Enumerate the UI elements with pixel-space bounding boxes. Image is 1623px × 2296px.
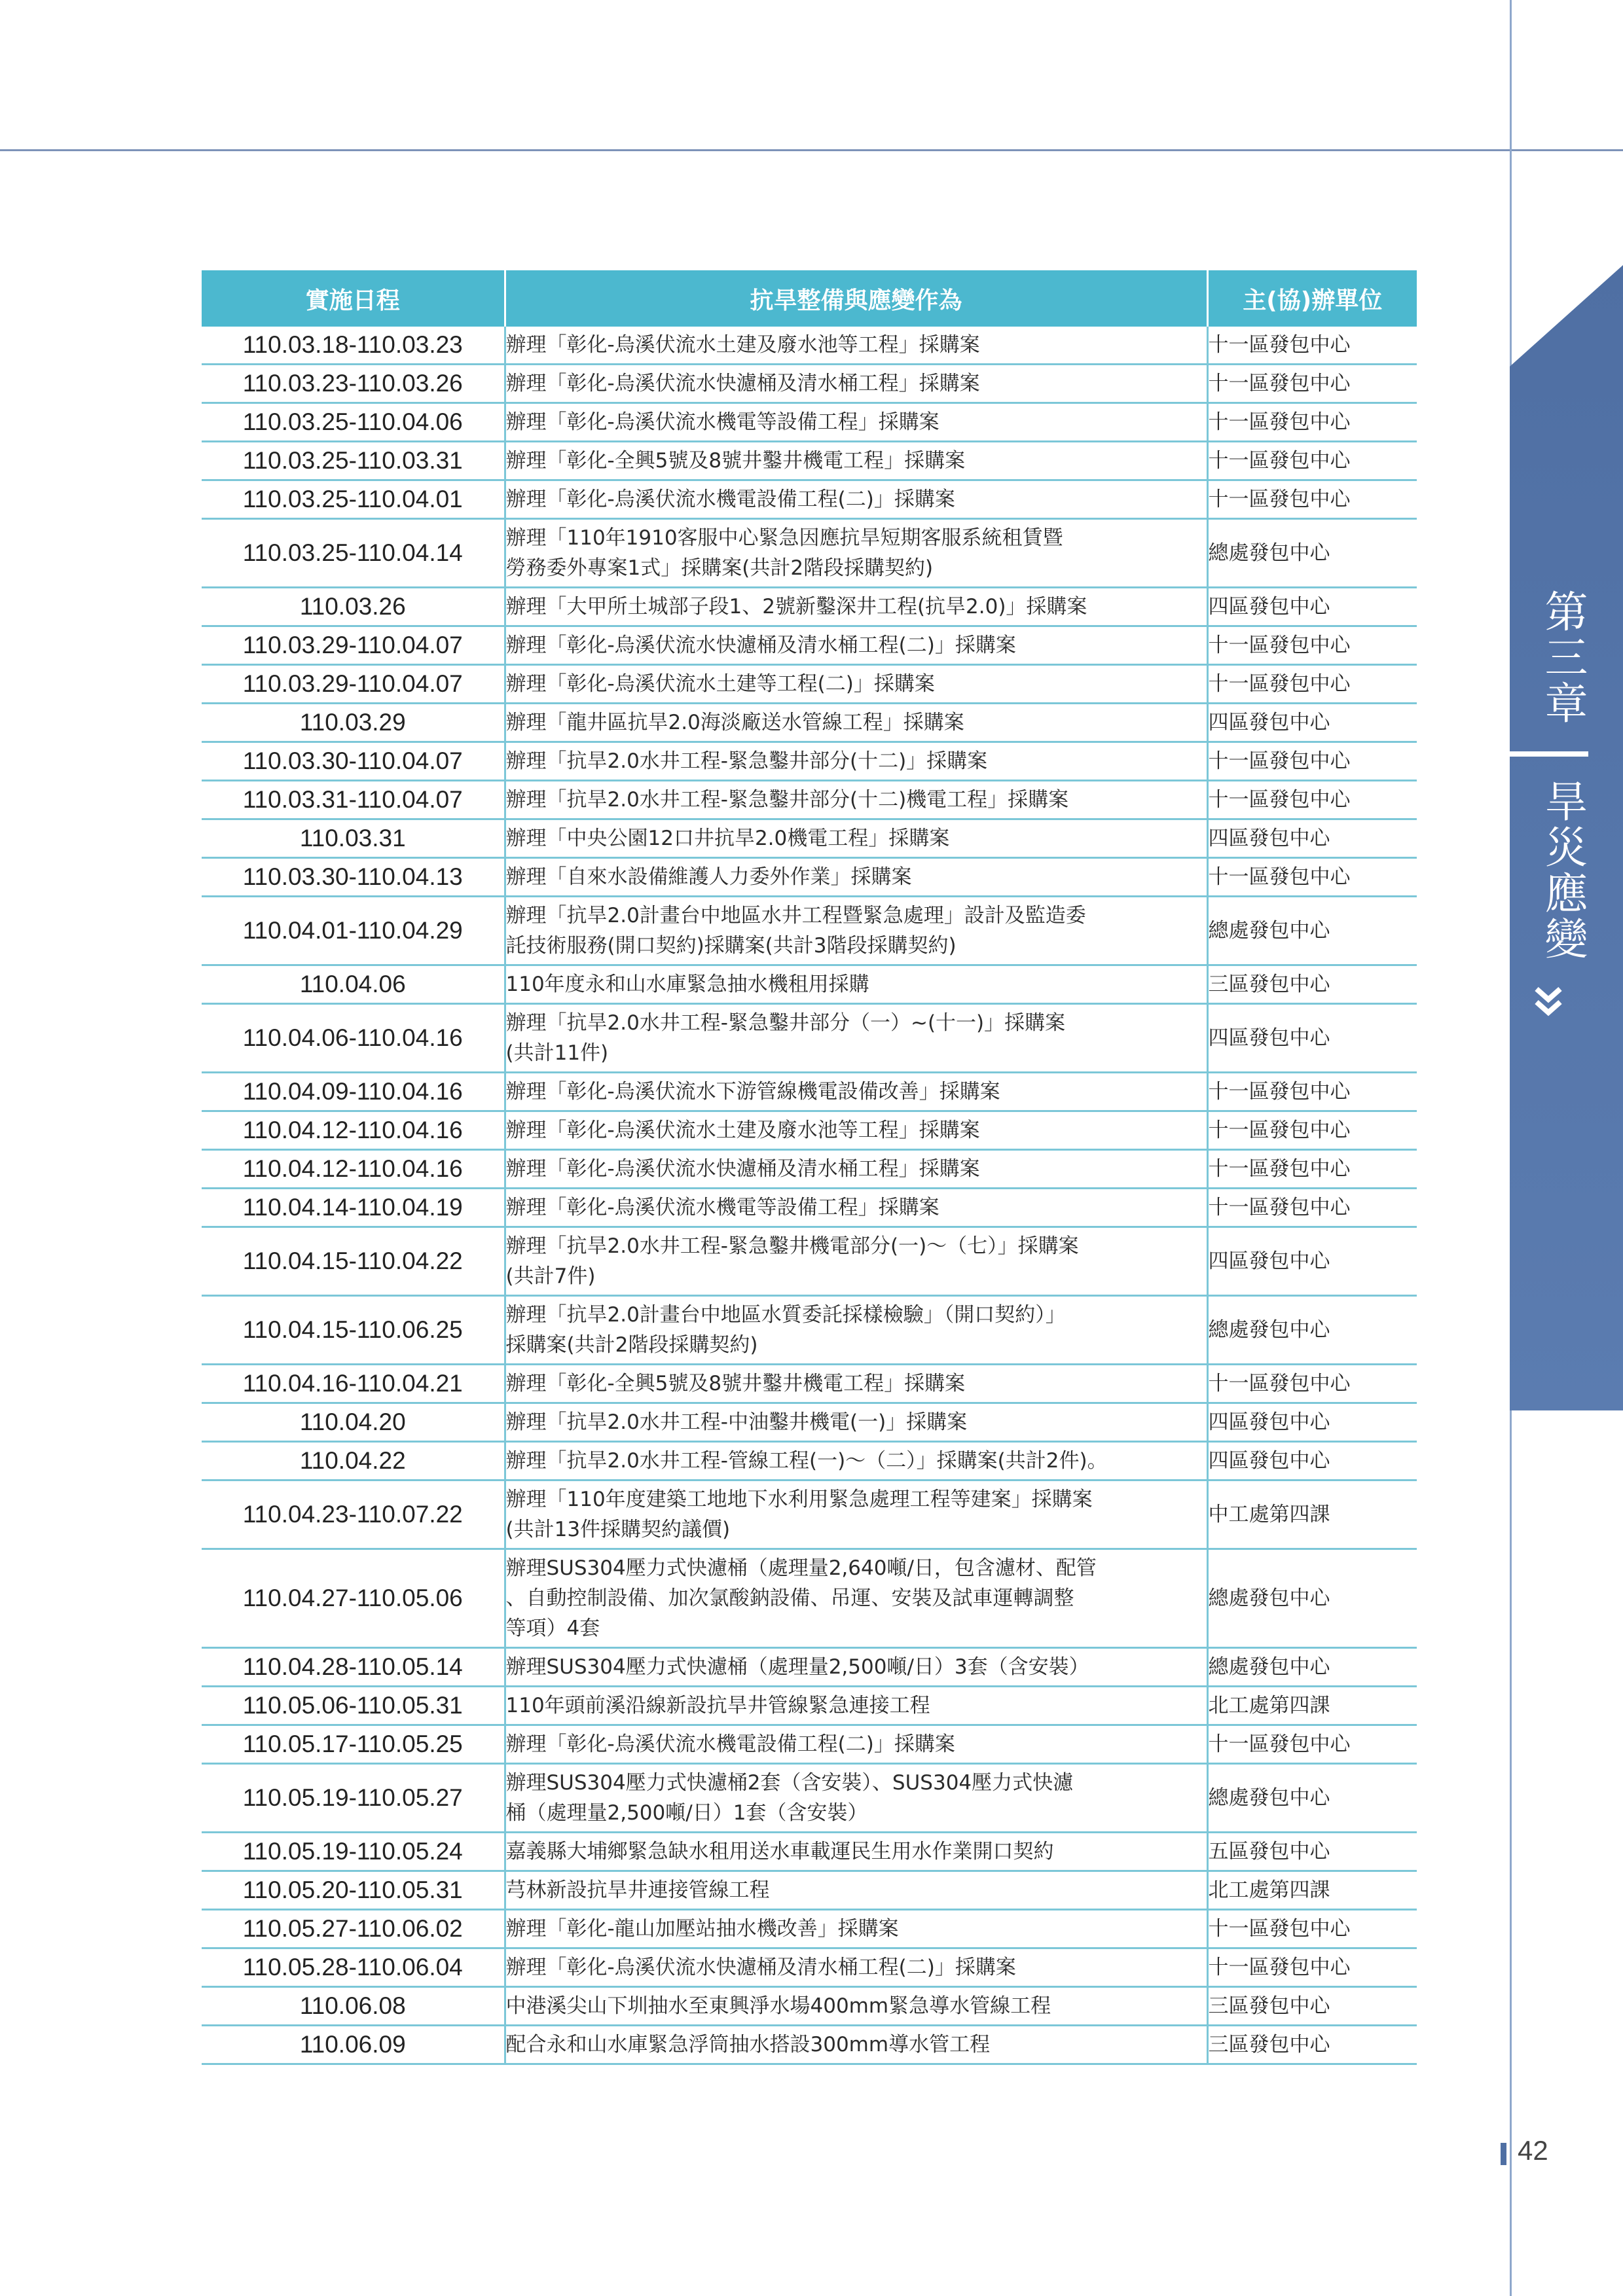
- row-date: 110.04.01-110.04.29: [202, 897, 505, 965]
- row-action-line: 辦理「彰化-烏溪伏流水機電設備工程(二)」採購案: [505, 1732, 955, 1756]
- row-action-line: 辦理「抗旱2.0計畫台中地區水井工程暨緊急處理」設計及監造委: [505, 904, 1086, 927]
- row-date: 110.03.31-110.04.07: [202, 781, 505, 819]
- row-unit: 四區發包中心: [1207, 819, 1417, 858]
- row-unit: 十一區發包中心: [1207, 403, 1417, 442]
- row-action: [505, 704, 1207, 742]
- row-date: 110.05.06-110.05.31: [202, 1687, 505, 1725]
- table-row: [202, 1687, 1417, 1725]
- row-action-line: 桶（處理量2,500噸/日）1套（含安裝）: [505, 1801, 868, 1825]
- table-row: [202, 480, 1417, 519]
- row-unit: 十一區發包中心: [1207, 365, 1417, 403]
- table-row: [202, 965, 1417, 1004]
- row-date: 110.03.26: [202, 588, 505, 626]
- row-action-line: 芎林新設抗旱井連接管線工程: [505, 1878, 770, 1902]
- table-row: [202, 781, 1417, 819]
- row-unit: 十一區發包中心: [1207, 781, 1417, 819]
- table-row: [202, 1403, 1417, 1442]
- table-row: [202, 1150, 1417, 1189]
- row-unit: 總處發包中心: [1207, 519, 1417, 588]
- row-date: 110.05.20-110.05.31: [202, 1871, 505, 1910]
- drought-response-table: [202, 270, 1417, 2065]
- row-unit: 十一區發包中心: [1207, 858, 1417, 897]
- row-unit: 五區發包中心: [1207, 1833, 1417, 1871]
- row-action: [505, 1111, 1207, 1150]
- row-action-line: (共計11件): [505, 1041, 609, 1065]
- row-action-line: 辦理「抗旱2.0水井工程-緊急鑿井部分(十二)機電工程」採購案: [505, 788, 1069, 812]
- row-unit: 三區發包中心: [1207, 1987, 1417, 2026]
- row-unit: 十一區發包中心: [1207, 327, 1417, 365]
- row-action: [505, 819, 1207, 858]
- row-action: [505, 965, 1207, 1004]
- row-unit: 四區發包中心: [1207, 588, 1417, 626]
- row-action-line: 辦理「中央公園12口井抗旱2.0機電工程」採購案: [505, 827, 950, 850]
- row-unit: 十一區發包中心: [1207, 665, 1417, 704]
- row-action-line: 辦理「彰化-烏溪伏流水土建等工程(二)」採購案: [505, 672, 935, 696]
- row-action: [505, 1833, 1207, 1871]
- table-row: [202, 519, 1417, 588]
- row-unit: 總處發包中心: [1207, 1764, 1417, 1833]
- table-row: [202, 1480, 1417, 1549]
- chapter-divider: [1510, 751, 1588, 757]
- row-action: [505, 442, 1207, 480]
- table-row: [202, 1725, 1417, 1764]
- header-unit: 主(協)辦單位: [1207, 270, 1417, 327]
- row-action-line: 託技術服務(開口契約)採購案(共計3階段採購契約): [505, 934, 957, 958]
- row-unit: 十一區發包中心: [1207, 626, 1417, 665]
- table-row: [202, 1189, 1417, 1227]
- row-action-line: 辦理「彰化-烏溪伏流水快濾桶及清水桶工程(二)」採購案: [505, 1956, 1016, 1979]
- table-row: [202, 1365, 1417, 1403]
- chapter-title: 旱災應變: [1537, 779, 1588, 962]
- row-unit: 四區發包中心: [1207, 1442, 1417, 1480]
- row-action: [505, 1150, 1207, 1189]
- row-unit: 總處發包中心: [1207, 897, 1417, 965]
- row-action: [505, 1480, 1207, 1549]
- row-action-line: 中港溪尖山下圳抽水至東興淨水場400mm緊急導水管線工程: [505, 1994, 1051, 2018]
- row-action: [505, 1725, 1207, 1764]
- row-date: 110.03.31: [202, 819, 505, 858]
- row-date: 110.03.25-110.04.06: [202, 403, 505, 442]
- row-action: [505, 519, 1207, 588]
- row-action: [505, 1871, 1207, 1910]
- row-date: 110.03.25-110.03.31: [202, 442, 505, 480]
- row-action: [505, 365, 1207, 403]
- row-action: [505, 1910, 1207, 1948]
- row-date: 110.04.23-110.07.22: [202, 1480, 505, 1549]
- row-action-line: 辦理「彰化-龍山加壓站抽水機改善」採購案: [505, 1917, 899, 1941]
- row-date: 110.05.19-110.05.27: [202, 1764, 505, 1833]
- table-row: [202, 626, 1417, 665]
- row-date: 110.04.15-110.06.25: [202, 1296, 505, 1365]
- row-action: [505, 1549, 1207, 1648]
- table-row: [202, 897, 1417, 965]
- row-unit: 十一區發包中心: [1207, 1073, 1417, 1111]
- table-row: [202, 403, 1417, 442]
- row-action-line: 辦理「彰化-烏溪伏流水快濾桶及清水桶工程」採購案: [505, 1157, 980, 1181]
- row-unit: 十一區發包中心: [1207, 1725, 1417, 1764]
- row-action: [505, 2026, 1207, 2064]
- row-unit: 十一區發包中心: [1207, 1189, 1417, 1227]
- row-action: [505, 1189, 1207, 1227]
- row-date: 110.03.30-110.04.13: [202, 858, 505, 897]
- row-action: [505, 1004, 1207, 1073]
- row-action-line: 辦理「彰化-烏溪伏流水土建及廢水池等工程」採購案: [505, 333, 980, 357]
- row-date: 110.05.17-110.05.25: [202, 1725, 505, 1764]
- row-date: 110.03.29-110.04.07: [202, 626, 505, 665]
- row-action-line: 辦理「大甲所土城部子段1、2號新鑿深井工程(抗旱2.0)」採購案: [505, 595, 1087, 619]
- row-action-line: 嘉義縣大埔鄉緊急缺水租用送水車載運民生用水作業開口契約: [505, 1840, 1054, 1863]
- top-rule: [0, 149, 1623, 151]
- row-date: 110.05.19-110.05.24: [202, 1833, 505, 1871]
- row-unit: 中工處第四課: [1207, 1480, 1417, 1549]
- row-action: [505, 480, 1207, 519]
- row-unit: 十一區發包中心: [1207, 480, 1417, 519]
- row-action-line: 辦理SUS304壓力式快濾桶2套（含安裝）、SUS304壓力式快濾: [505, 1771, 1074, 1795]
- row-unit: 總處發包中心: [1207, 1648, 1417, 1687]
- row-action-line: 辦理「110年度建築工地地下水利用緊急處理工程等建案」採購案: [505, 1488, 1093, 1511]
- table-row: [202, 1910, 1417, 1948]
- row-action: [505, 897, 1207, 965]
- row-action-line: 辦理「彰化-烏溪伏流水土建及廢水池等工程」採購案: [505, 1119, 980, 1142]
- row-action-line: 辦理「抗旱2.0水井工程-緊急鑿井部分(十二)」採購案: [505, 749, 988, 773]
- row-action-line: 辦理「彰化-全興5號及8號井鑿井機電工程」採購案: [505, 449, 966, 473]
- row-date: 110.04.15-110.04.22: [202, 1227, 505, 1296]
- row-action-line: 辦理「抗旱2.0水井工程-緊急鑿井部分（一）~(十一)」採購案: [505, 1011, 1066, 1035]
- table-row: [202, 742, 1417, 781]
- row-action: [505, 403, 1207, 442]
- row-date: 110.03.29-110.04.07: [202, 665, 505, 704]
- row-unit: 北工處第四課: [1207, 1687, 1417, 1725]
- row-action-line: 辦理「龍井區抗旱2.0海淡廠送水管線工程」採購案: [505, 711, 964, 734]
- row-unit: 總處發包中心: [1207, 1549, 1417, 1648]
- row-action: [505, 781, 1207, 819]
- row-date: 110.03.29: [202, 704, 505, 742]
- row-date: 110.03.18-110.03.23: [202, 327, 505, 365]
- row-action-line: 勞務委外專案1式」採購案(共計2階段採購契約): [505, 556, 934, 580]
- table-header-row: [202, 270, 1417, 327]
- header-date: 實施日程: [202, 270, 505, 327]
- row-unit: 十一區發包中心: [1207, 1948, 1417, 1987]
- table-row: [202, 1111, 1417, 1150]
- row-action-line: 辦理「抗旱2.0水井工程-中油鑿井機電(一)」採購案: [505, 1410, 968, 1434]
- row-date: 110.04.12-110.04.16: [202, 1150, 505, 1189]
- row-date: 110.03.30-110.04.07: [202, 742, 505, 781]
- row-date: 110.04.22: [202, 1442, 505, 1480]
- double-chevron-down-icon: [1529, 985, 1568, 1018]
- row-action-line: 辦理「彰化-烏溪伏流水下游管線機電設備改善」採購案: [505, 1080, 1000, 1103]
- table-row: [202, 1833, 1417, 1871]
- row-action-line: 辦理「抗旱2.0水井工程-管線工程(一)～（二）」採購案(共計2件)。: [505, 1449, 1108, 1473]
- table-row: [202, 1648, 1417, 1687]
- table-row: [202, 365, 1417, 403]
- table-row: [202, 442, 1417, 480]
- row-unit: 四區發包中心: [1207, 704, 1417, 742]
- row-action: [505, 1687, 1207, 1725]
- row-unit: 四區發包中心: [1207, 1004, 1417, 1073]
- row-date: 110.06.09: [202, 2026, 505, 2064]
- table-body: [202, 327, 1417, 2064]
- table-row: [202, 1987, 1417, 2026]
- row-unit: 十一區發包中心: [1207, 1150, 1417, 1189]
- table-row: [202, 1549, 1417, 1648]
- row-action-line: 辦理SUS304壓力式快濾桶（處理量2,500噸/日）3套（含安裝）: [505, 1655, 1089, 1679]
- table-row: [202, 1871, 1417, 1910]
- row-action: [505, 1648, 1207, 1687]
- table-row: [202, 665, 1417, 704]
- row-action: [505, 327, 1207, 365]
- row-date: 110.05.27-110.06.02: [202, 1910, 505, 1948]
- row-action-line: (共計7件): [505, 1265, 596, 1288]
- table-row: [202, 858, 1417, 897]
- row-action-line: 辦理SUS304壓力式快濾桶（處理量2,640噸/日，包含濾材、配管: [505, 1556, 1097, 1580]
- row-unit: 十一區發包中心: [1207, 1111, 1417, 1150]
- row-action: [505, 1365, 1207, 1403]
- row-date: 110.04.09-110.04.16: [202, 1073, 505, 1111]
- row-action: [505, 1987, 1207, 2026]
- row-action-line: 辦理「彰化-烏溪伏流水快濾桶及清水桶工程」採購案: [505, 372, 980, 395]
- row-action-line: (共計13件採購契約議價): [505, 1518, 731, 1541]
- row-action: [505, 1442, 1207, 1480]
- table-row: [202, 1004, 1417, 1073]
- row-unit: 三區發包中心: [1207, 965, 1417, 1004]
- row-action-line: 採購案(共計2階段採購契約): [505, 1333, 758, 1357]
- table-row: [202, 704, 1417, 742]
- row-action-line: 辦理「彰化-全興5號及8號井鑿井機電工程」採購案: [505, 1372, 966, 1395]
- row-action-line: 110年度永和山水庫緊急抽水機租用採購: [505, 973, 869, 996]
- row-action: [505, 1948, 1207, 1987]
- row-date: 110.05.28-110.06.04: [202, 1948, 505, 1987]
- table-row: [202, 1764, 1417, 1833]
- row-action-line: 辦理「彰化-烏溪伏流水機電等設備工程」採購案: [505, 410, 939, 434]
- row-date: 110.04.28-110.05.14: [202, 1648, 505, 1687]
- row-unit: 四區發包中心: [1207, 1403, 1417, 1442]
- row-action-line: 辦理「自來水設備維護人力委外作業」採購案: [505, 865, 912, 889]
- row-action-line: 配合永和山水庫緊急浮筒抽水搭設300mm導水管工程: [505, 2033, 991, 2056]
- row-action-line: 辦理「抗旱2.0水井工程-緊急鑿井機電部分(一)～（七）」採購案: [505, 1234, 1079, 1258]
- row-unit: 十一區發包中心: [1207, 742, 1417, 781]
- row-action: [505, 858, 1207, 897]
- table-row: [202, 327, 1417, 365]
- row-date: 110.04.06-110.04.16: [202, 1004, 505, 1073]
- row-action-line: 辦理「110年1910客服中心緊急因應抗旱短期客服系統租賃暨: [505, 526, 1063, 550]
- row-action: [505, 742, 1207, 781]
- row-date: 110.04.14-110.04.19: [202, 1189, 505, 1227]
- table-row: [202, 1296, 1417, 1365]
- row-date: 110.04.06: [202, 965, 505, 1004]
- row-action: [505, 665, 1207, 704]
- row-action: [505, 1296, 1207, 1365]
- row-unit: 四區發包中心: [1207, 1227, 1417, 1296]
- row-date: 110.04.27-110.05.06: [202, 1549, 505, 1648]
- row-unit: 十一區發包中心: [1207, 1910, 1417, 1948]
- row-action: [505, 1403, 1207, 1442]
- row-unit: 三區發包中心: [1207, 2026, 1417, 2064]
- page-number-marker: [1501, 2143, 1506, 2165]
- row-date: 110.06.08: [202, 1987, 505, 2026]
- row-action-line: 等項）4套: [505, 1617, 600, 1640]
- row-action: [505, 626, 1207, 665]
- table-row: [202, 819, 1417, 858]
- table-row: [202, 2026, 1417, 2064]
- row-action-line: 辦理「抗旱2.0計畫台中地區水質委託採樣檢驗」（開口契約）」: [505, 1303, 1066, 1327]
- row-date: 110.04.12-110.04.16: [202, 1111, 505, 1150]
- table-row: [202, 588, 1417, 626]
- table-row: [202, 1073, 1417, 1111]
- row-action: [505, 1073, 1207, 1111]
- header-action: 抗旱整備與應變作為: [505, 270, 1207, 327]
- row-unit: 總處發包中心: [1207, 1296, 1417, 1365]
- row-unit: 十一區發包中心: [1207, 442, 1417, 480]
- table-row: [202, 1948, 1417, 1987]
- row-action-line: 、自動控制設備、加次氯酸鈉設備、吊運、安裝及試車運轉調整: [505, 1587, 1074, 1610]
- row-date: 110.03.25-110.04.01: [202, 480, 505, 519]
- chapter-number: 第三章: [1537, 589, 1588, 726]
- row-date: 110.04.16-110.04.21: [202, 1365, 505, 1403]
- row-unit: 十一區發包中心: [1207, 1365, 1417, 1403]
- row-date: 110.03.23-110.03.26: [202, 365, 505, 403]
- row-action: [505, 1227, 1207, 1296]
- row-unit: 北工處第四課: [1207, 1871, 1417, 1910]
- row-action-line: 110年頭前溪沿線新設抗旱井管線緊急連接工程: [505, 1694, 930, 1717]
- row-action-line: 辦理「彰化-烏溪伏流水機電設備工程(二)」採購案: [505, 488, 955, 511]
- row-date: 110.03.25-110.04.14: [202, 519, 505, 588]
- page-number: 42: [1518, 2135, 1548, 2166]
- table-row: [202, 1227, 1417, 1296]
- row-action: [505, 588, 1207, 626]
- row-action-line: 辦理「彰化-烏溪伏流水快濾桶及清水桶工程(二)」採購案: [505, 634, 1016, 657]
- row-action-line: 辦理「彰化-烏溪伏流水機電等設備工程」採購案: [505, 1196, 939, 1219]
- row-date: 110.04.20: [202, 1403, 505, 1442]
- table-row: [202, 1442, 1417, 1480]
- row-action: [505, 1764, 1207, 1833]
